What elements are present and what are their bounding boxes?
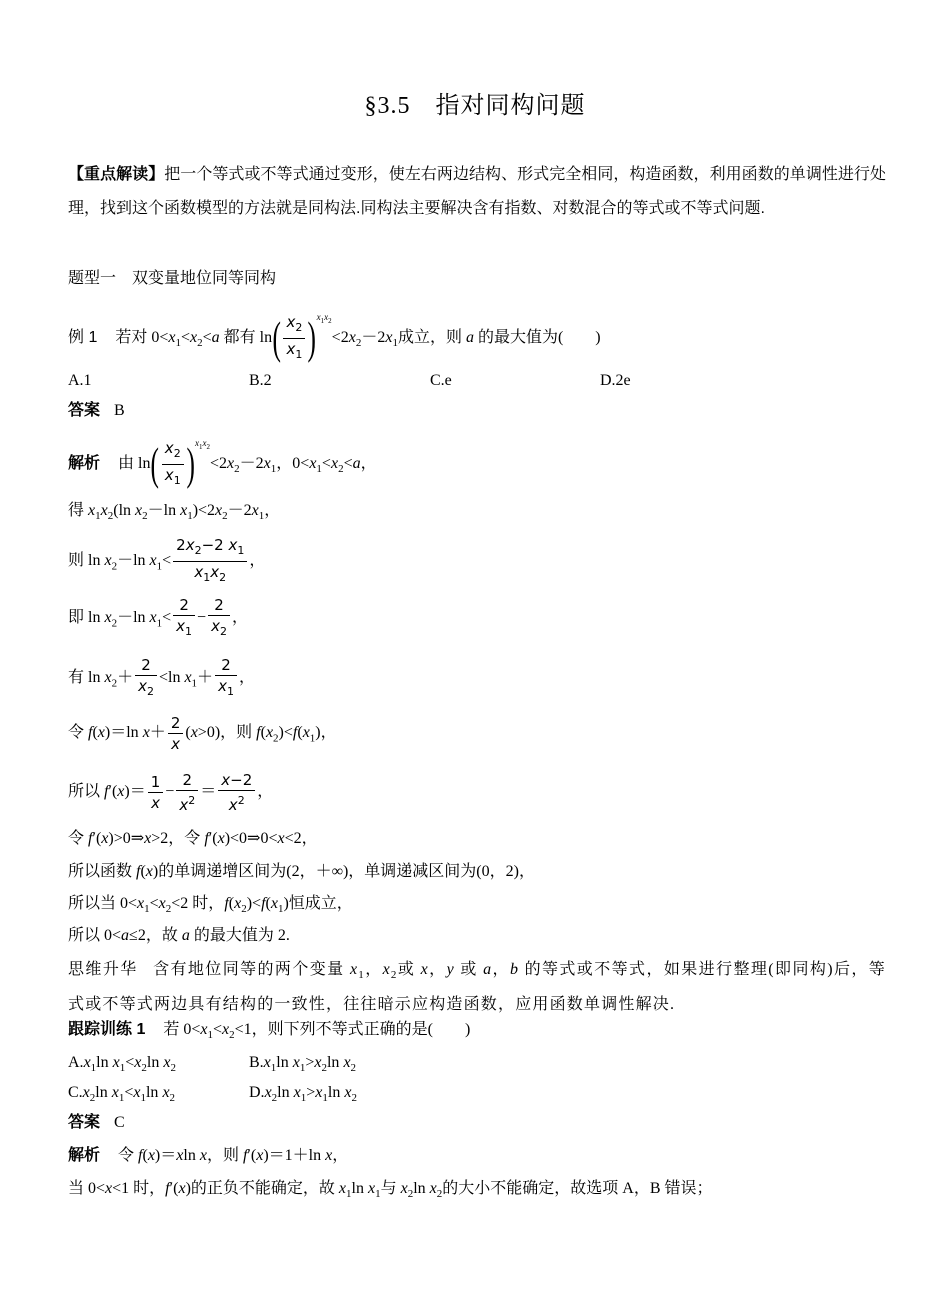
practice-analysis-label: 解析 bbox=[68, 1147, 101, 1164]
analysis-step: 得 $x_1x_2(\ln$ $x_2-\ln$ $x_1)<2x_2-2x_1$， bbox=[68, 502, 281, 523]
thinking-paragraph: 思维升华 含有地位同等的两个变量 $x_1$，$x_2$或 x，y 或 a，b 的等式或不等式，如果进行整理(即同构)后，等式或不等式两边具有结构的一致性，往往暗示应构造函数，应用函数单调性解决. bbox=[68, 961, 887, 1014]
thinking-label: 思维升华 bbox=[68, 961, 138, 978]
ratio-fraction: $\frac{x_2}{x_1}$ bbox=[283, 312, 305, 365]
analysis-step: 有 $\ln x_2+$ $\frac{2}{x_2}$ <ln $x_1+$ $\frac{2}{x_1}$ ， bbox=[68, 656, 255, 698]
analysis-label: 解析 bbox=[68, 455, 101, 472]
option-c: C.e bbox=[430, 372, 452, 389]
analysis-step: 即 $\ln x_2-\ln$ $x_1<$ $\frac{2}{x_1}$ − $\frac{2}{x_2}$ ， bbox=[68, 596, 248, 638]
practice-label: 跟踪训练 1 bbox=[68, 1021, 146, 1038]
option-a: A.1 bbox=[68, 372, 92, 389]
option-b: B.2 bbox=[249, 372, 272, 389]
section-heading: 题型一 双变量地位同等同构 bbox=[68, 270, 277, 287]
analysis-step: 令 f(x)＝ln x＋ $\frac{2}{x}$ (x>0)，则 $f(x_2)<f(x_1)$， bbox=[68, 714, 337, 753]
analysis-step: 解析 由 ln( $\frac{x_2}{x_1}$ )$^{x_1x_2}<2x_2-2x_1$，$0<x_1<x_2<a$， bbox=[68, 438, 377, 490]
practice-option-d: $D.x_2\ln$ $x_1>x_1\ln$ $x_2$ bbox=[249, 1084, 357, 1105]
practice-answer-value: C bbox=[114, 1114, 125, 1131]
answer-label: 答案 bbox=[68, 402, 101, 419]
option-d: D.2e bbox=[600, 372, 631, 389]
analysis-step: 所以函数 f(x)的单调递增区间为(2，＋∞)，单调递减区间为(0，2)， bbox=[68, 863, 535, 880]
practice-answer-label: 答案 bbox=[68, 1114, 101, 1131]
practice-option-c: $C.x_2\ln$ $x_1<x_1\ln$ $x_2$ bbox=[68, 1084, 176, 1105]
example-1-question: 例 1 若对 $0<x_1<x_2<a$ 都有 ln( $\frac{x_2}{x_1}$ )$^{x_1x_2}<2x_2-2x_1$成立，则 a 的最大值为( ) bbox=[68, 312, 601, 364]
page-title: §3.5 指对同构问题 bbox=[364, 93, 586, 119]
practice-option-a: $A.x_1\ln$ $x_1<x_2\ln$ $x_2$ bbox=[68, 1054, 176, 1075]
practice-answer-line bbox=[68, 1112, 125, 1134]
practice-1-question: 跟踪训练 1 若 $0<x_1<x_2<1$，则下列不等式正确的是( ) bbox=[68, 1021, 471, 1042]
practice-analysis-step: 解析 令 f(x)＝xln x，则 f′(x)＝1＋ln x， bbox=[68, 1147, 349, 1164]
key-points-label: 【重点解读】 bbox=[68, 166, 165, 183]
example-label: 例 1 bbox=[68, 329, 98, 346]
practice-option-b: $B.x_1\ln$ $x_1>x_2\ln$ $x_2$ bbox=[249, 1054, 357, 1075]
answer-line bbox=[68, 400, 125, 422]
key-points-text: 把一个等式或不等式通过变形，使左右两边结构、形式完全相同，构造函数，利用函数的单调性进行处理，找到这个函数模型的方法就是同构法.同构法主要解决含有指数、对数混合的等式或不等式问题. bbox=[68, 166, 886, 217]
analysis-step: 所以 0<a≤2，故 a 的最大值为 2. bbox=[68, 927, 290, 944]
practice-analysis-step: 当 0<x<1 时，f′(x)的正负不能确定，故 $x_1\ln$ $x_1$与 $x_2\ln$ $x_2$的大小不能确定，故选项 A，B 错误； bbox=[68, 1180, 713, 1201]
analysis-step: 所以当 $0<x_1<x_2<2$ 时，$f(x_2)<f(x_1)$恒成立， bbox=[68, 895, 353, 916]
analysis-step: 所以 f′(x)＝ $\frac{1}{x}$ − $\frac{2}{x^2}$ ＝ $\frac{x-2}{x^2}$ ， bbox=[68, 771, 274, 814]
analysis-step: 令 f′(x)>0⇒x>2，令 f′(x)<0⇒0<x<2， bbox=[68, 830, 318, 847]
analysis-step: 则 $\ln x_2-\ln$ $x_1<$ $\frac{2x_2-2 x_1}{x_1x_2}$ ， bbox=[68, 536, 266, 584]
answer-value: B bbox=[114, 402, 125, 419]
key-points-paragraph bbox=[68, 158, 886, 226]
